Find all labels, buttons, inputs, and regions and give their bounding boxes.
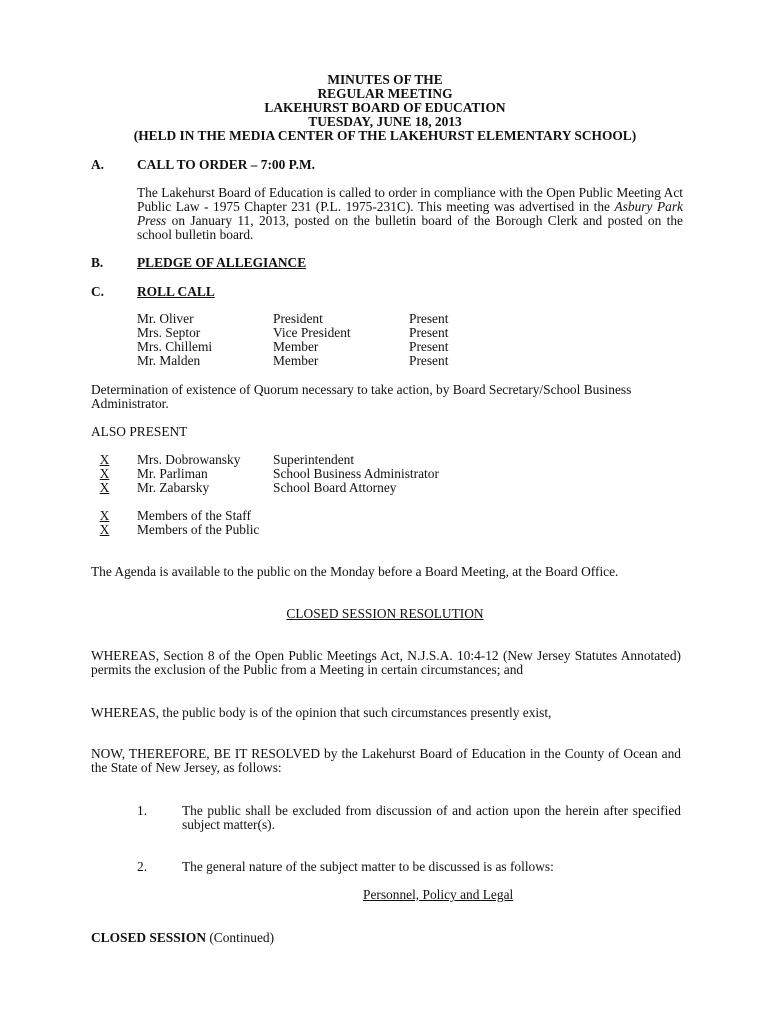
roll-role: Member [273,339,319,354]
roll-name: Mrs. Chillemi [137,339,213,354]
roll-role: Member [273,353,319,368]
attendance-mark: X [99,466,110,481]
section-a-letter: A. [91,157,105,172]
doc-title-line-5: (HELD IN THE MEDIA CENTER OF THE LAKEHURST ELEMENTARY SCHOOL) [133,128,637,143]
item-number: 2. [137,859,148,874]
item-number: 1. [137,803,148,818]
attendee-role: School Business Administrator [273,466,439,481]
roll-name: Mr. Oliver [137,311,194,326]
attendee-name: Mr. Zabarsky [137,480,210,495]
section-a-paragraph [137,186,683,242]
attendee-role: Superintendent [273,452,355,467]
section-b-letter: B. [91,255,104,270]
attendance-mark: X [99,522,110,537]
item-text: The public shall be excluded from discussion of and action upon the herein after specified subject matter(s). [182,803,681,832]
roll-status: Present [409,325,449,340]
agenda-text: The Agenda is available to the public on the Monday before a Board Meeting, at the Board Office. [91,564,619,579]
attendance-mark: X [99,452,110,467]
attendee-name: Mr. Parliman [137,466,208,481]
resolved-text: NOW, THEREFORE, BE IT RESOLVED by the Lakehurst Board of Education in the County of Ocean and the State of New Jersey, as follows: [91,746,681,775]
roll-status: Present [409,353,449,368]
whereas-2: WHEREAS, the public body is of the opinion that such circumstances presently exist, [91,705,552,720]
subject-matter: Personnel, Policy and Legal [363,887,514,902]
newspaper-name: Asbury Park Press [137,199,683,228]
continued-heading: CLOSED SESSION [91,930,206,945]
roll-name: Mr. Malden [137,353,201,368]
roll-role: Vice President [273,325,351,340]
roll-role: President [273,311,323,326]
section-c-letter: C. [91,284,105,299]
attendance-mark: X [99,480,110,495]
quorum-text: Determination of existence of Quorum necessary to take action, by Board Secretary/School Business Administrator. [91,382,632,411]
continued-label: (Continued) [205,930,275,945]
section-b-heading: PLEDGE OF ALLEGIANCE [137,255,307,270]
item-text: The general nature of the subject matter to be discussed is as follows: [182,859,554,874]
roll-name: Mrs. Septor [137,325,201,340]
section-c-heading: ROLL CALL [137,284,215,299]
doc-title-line-2: REGULAR MEETING [317,86,453,101]
closed-session-heading: CLOSED SESSION RESOLUTION [286,606,484,621]
roll-status: Present [409,311,449,326]
roll-status: Present [409,339,449,354]
section-a-heading: CALL TO ORDER – 7:00 P.M. [137,157,315,172]
also-present-heading: ALSO PRESENT [91,424,188,439]
section-a-text-before: The Lakehurst Board of Education is called to order in compliance with the Open Public Meeting Act Public Law - 1975 Chapter 231 (P.L. 1975-231C). This meeting was advertised in the [137,185,683,214]
section-a-text-after: on January 11, 2013, posted on the bulletin board of the Borough Clerk and posted on the school bulletin board. [137,213,683,242]
closed-session-continued [91,931,274,945]
doc-title-line-1: MINUTES OF THE [327,72,443,87]
attendance-mark: X [99,508,110,523]
doc-title-line-3: LAKEHURST BOARD OF EDUCATION [264,100,506,115]
attendee-group: Members of the Public [137,522,260,537]
whereas-1: WHEREAS, Section 8 of the Open Public Meetings Act, N.J.S.A. 10:4-12 (New Jersey Statutes Annotated) permits the exclusion of the Public from a Meeting in certain circumstances; and [91,648,681,677]
doc-title-line-4: TUESDAY, JUNE 18, 2013 [308,114,462,129]
attendee-group: Members of the Staff [137,508,251,523]
attendee-name: Mrs. Dobrowansky [137,452,241,467]
attendee-role: School Board Attorney [273,480,397,495]
